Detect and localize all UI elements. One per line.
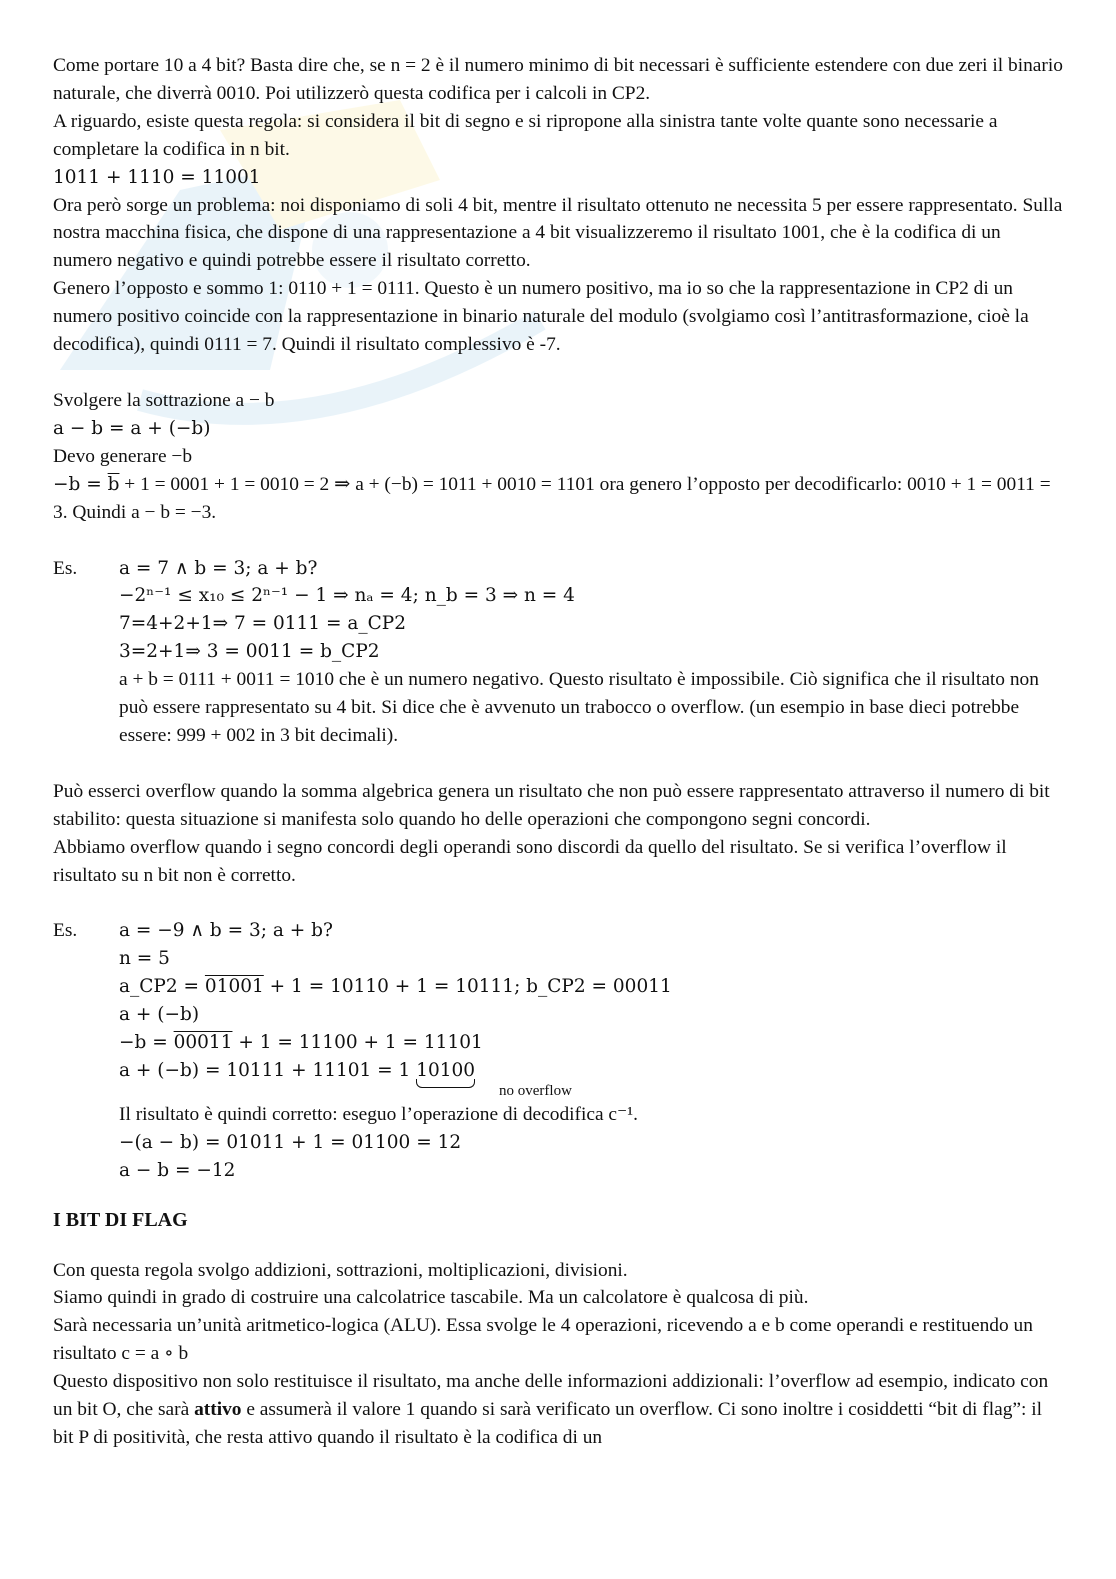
example-2-line-1: a = −9 ∧ b = 3; a + b?	[119, 920, 333, 942]
example-label: Es.	[53, 557, 78, 579]
a-cp2-rest: + 1 = 10110 + 1 = 10111; b_CP2 = 00011	[263, 976, 672, 998]
example-label: Es.	[53, 920, 78, 942]
example-2-line-5	[119, 1029, 1063, 1057]
example-2-line-3	[119, 973, 1063, 1001]
sum-prefix: a + (−b) = 10111 + 11101 = 1	[119, 1060, 417, 1081]
example-2-line-7: Il risultato è quindi corretto: eseguo l’operazione di decodifica c⁻¹.	[119, 1103, 638, 1125]
subtraction-generate: Devo generare −b	[53, 445, 193, 467]
no-overflow-note: no overflow	[499, 1082, 572, 1099]
example-2-line-6	[119, 1057, 1063, 1085]
sub-rest: + 1 = 0001 + 1 = 0010 = 2 ⇒ a + (−b) = 1011 + 0010 = 1101 ora genero l’opposto per decodificarlo: 0010 + 1 = 0011 = 3. Quindi a − b = −3.	[53, 473, 1051, 523]
a-cp2-prefix: a_CP2 =	[119, 976, 205, 998]
flag-text-a: Questo dispositivo non solo restituisce il risultato, ma anche delle informazioni addizionali: l’overflow ad esempio, indicato con un bit O, che sarà	[53, 1371, 1049, 1421]
paragraph-overflow-rule: Abbiamo overflow quando i segno concordi degli operandi sono discordi da quello del risultato. Se si verifica l’overflow il risultato su n bit non è corretto.	[53, 836, 1007, 886]
neg-b-rest: + 1 = 11100 + 1 = 11101	[232, 1032, 483, 1054]
section-paragraph-4	[53, 1368, 1063, 1452]
underbrace-result	[416, 1057, 475, 1085]
sub-b-bar: $\overline{b}$	[107, 473, 120, 495]
neg-b-bar: 00011	[173, 1032, 233, 1054]
paragraph-sign-rule: A riguardo, esiste questa regola: si considera il bit di segno e si ripropone alla sinistra tante volte quante sono necessarie a completare la codifica in n bit.	[53, 110, 998, 160]
flag-text-c: e assumerà il valore 1 quando si sarà verificato un overflow. Ci sono inoltre i cosiddetti “bit di flag”: il bit P di positività, che resta attivo quando il risultato è la codifica di un	[53, 1399, 1043, 1448]
section-paragraph-1: Con questa regola svolgo addizioni, sottrazioni, moltiplicazioni, divisioni.	[53, 1259, 628, 1281]
example-2	[53, 917, 1063, 1184]
example-1-line-5: a + b = 0111 + 0011 = 1010 che è un numero negativo. Questo risultato è impossibile. Ciò significa che il risultato non può essere rappresentato su 4 bit. Si dice che è avvenuto un trabocco o overflow. (un esempio in base dieci potrebbe essere: 999 + 002 in 3 bit decimali).	[119, 669, 1039, 746]
document-page	[53, 52, 1063, 1452]
example-2-line-4: a + (−b)	[119, 1004, 200, 1026]
paragraph-problem: Ora però sorge un problema: noi disponiamo di soli 4 bit, mentre il risultato ottenuto ne necessita 5 per essere rappresentato. Sulla nostra macchina fisica, che dispone di una rappresentazione a 4 bit visualizzeremo il risultato 1001, che è la codifica di un numero negativo e quindi potrebbe essere il risultato corretto.	[53, 194, 1063, 272]
example-1-line-2: −2ⁿ⁻¹ ≤ x₁₀ ≤ 2ⁿ⁻¹ − 1 ⇒ nₐ = 4; n_b = 3 ⇒ n = 4	[119, 585, 575, 607]
example-1	[53, 555, 1063, 750]
flag-text-bold: attivo	[194, 1399, 242, 1421]
subtraction-title: Svolgere la sottrazione a − b	[53, 389, 275, 411]
sum-result: 10100	[416, 1060, 476, 1081]
equation-sum: 1011 + 1110 = 11001	[53, 166, 261, 188]
section-paragraph-3: Sarà necessaria un’unità aritmetico-logica (ALU). Essa svolge le 4 operazioni, ricevendo a e b come operandi e restituendo un risultato c = a ∘ b	[53, 1315, 1033, 1365]
example-1-line-3: 7=4+2+1⇒ 7 = 0111 = a_CP2	[119, 613, 406, 635]
underbrace-icon	[416, 1079, 475, 1088]
a-cp2-bar: 01001	[204, 976, 264, 998]
example-1-line-4: 3=2+1⇒ 3 = 0011 = b_CP2	[119, 641, 380, 663]
subtraction-identity: a − b = a + (−b)	[53, 417, 211, 439]
subtraction-derivation	[53, 471, 1063, 527]
paragraph-overflow-definition: Può esserci overflow quando la somma algebrica genera un risultato che non può essere rappresentato attraverso il numero di bit stabilito: questa situazione si manifesta solo quando ho delle operazioni che compongono segni concordi.	[53, 780, 1050, 830]
example-2-line-2: n = 5	[119, 948, 170, 970]
example-2-line-8: −(a − b) = 01011 + 1 = 01100 = 12	[119, 1131, 462, 1153]
section-paragraph-2: Siamo quindi in grado di costruire una calcolatrice tascabile. Ma un calcolatore è qualcosa di più.	[53, 1287, 809, 1309]
neg-b-prefix: −b =	[119, 1032, 174, 1054]
section-heading: I BIT DI FLAG	[53, 1208, 188, 1231]
example-2-line-9: a − b = −12	[119, 1159, 236, 1181]
paragraph-opposite: Genero l’opposto e sommo 1: 0110 + 1 = 0111. Questo è un numero positivo, ma io so che la rappresentazione in CP2 di un numero positivo coincide con la rappresentazione in binario naturale del modulo (svolgiamo così l’antitrasformazione, cioè la decodifica), quindi 0111 = 7. Quindi il risultato complessivo è -7.	[53, 278, 1029, 356]
paragraph-extend-bits: Come portare 10 a 4 bit? Basta dire che, se n = 2 è il numero minimo di bit necessari è sufficiente estendere con due zeri il binario naturale, che diverrà 0010. Poi utilizzerò questa codifica per i calcoli in CP2.	[53, 55, 1063, 104]
sub-prefix: −b =	[53, 473, 108, 495]
example-1-line-1: a = 7 ∧ b = 3; a + b?	[119, 557, 318, 579]
